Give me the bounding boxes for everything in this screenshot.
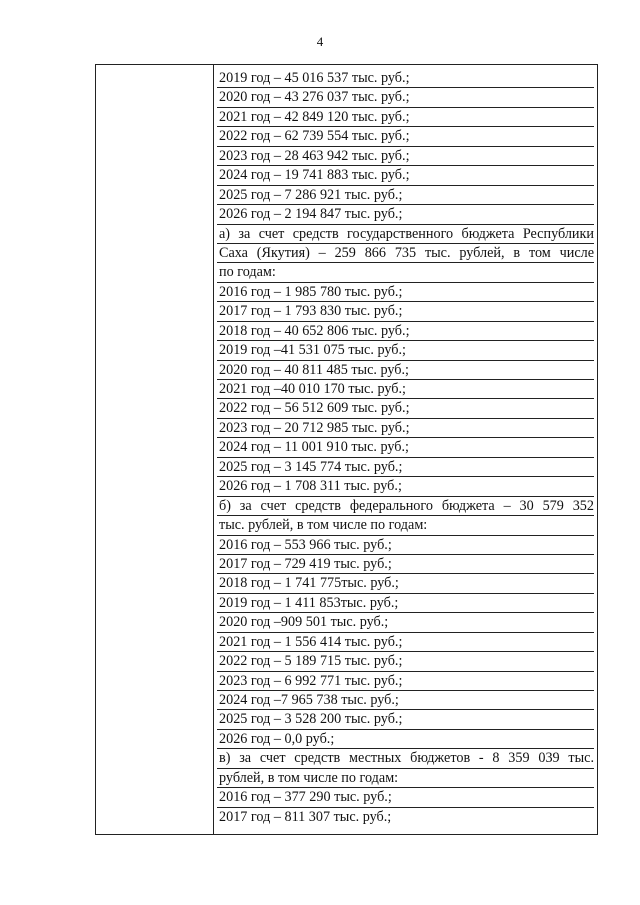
funding-line: 2023 год – 28 463 942 тыс. руб.; xyxy=(217,147,594,166)
funding-line: в) за счет средств местных бюджетов - 8 359 039 тыс. xyxy=(217,749,594,768)
funding-line: 2019 год –41 531 075 тыс. руб.; xyxy=(217,341,594,360)
funding-line: тыс. рублей, в том числе по годам: xyxy=(217,516,594,535)
funding-lines xyxy=(217,69,594,827)
funding-line: 2025 год – 7 286 921 тыс. руб.; xyxy=(217,186,594,205)
funding-line: 2020 год – 40 811 485 тыс. руб.; xyxy=(217,361,594,380)
funding-line: 2016 год – 1 985 780 тыс. руб.; xyxy=(217,283,594,302)
funding-line: 2023 год – 20 712 985 тыс. руб.; xyxy=(217,419,594,438)
funding-line: рублей, в том числе по годам: xyxy=(217,769,594,788)
funding-line: 2019 год – 1 411 853тыс. руб.; xyxy=(217,594,594,613)
funding-line: 2026 год – 0,0 руб.; xyxy=(217,730,594,749)
funding-line: 2025 год – 3 145 774 тыс. руб.; xyxy=(217,458,594,477)
funding-line: 2017 год – 811 307 тыс. руб.; xyxy=(219,808,392,825)
funding-line: 2020 год –909 501 тыс. руб.; xyxy=(217,613,594,632)
funding-line: Саха (Якутия) – 259 866 735 тыс. рублей, в том числе xyxy=(217,244,594,263)
page-number: 4 xyxy=(316,34,324,49)
funding-line: 2021 год – 42 849 120 тыс. руб.; xyxy=(217,108,594,127)
funding-line: 2022 год – 62 739 554 тыс. руб.; xyxy=(217,127,594,146)
funding-line: по годам: xyxy=(217,263,594,282)
funding-line: 2019 год – 45 016 537 тыс. руб.; xyxy=(217,69,594,88)
funding-line: 2024 год – 11 001 910 тыс. руб.; xyxy=(217,438,594,457)
funding-line: 2024 год –7 965 738 тыс. руб.; xyxy=(217,691,594,710)
funding-line: 2026 год – 1 708 311 тыс. руб.; xyxy=(217,477,594,496)
funding-line: 2016 год – 553 966 тыс. руб.; xyxy=(217,536,594,555)
funding-line: б) за счет средств федерального бюджета – 30 579 352 xyxy=(217,497,594,516)
funding-line: 2018 год – 1 741 775тыс. руб.; xyxy=(217,574,594,593)
funding-line: 2025 год – 3 528 200 тыс. руб.; xyxy=(217,710,594,729)
funding-line: 2017 год – 729 419 тыс. руб.; xyxy=(217,555,594,574)
funding-line: 2023 год – 6 992 771 тыс. руб.; xyxy=(217,672,594,691)
funding-line: 2020 год – 43 276 037 тыс. руб.; xyxy=(217,88,594,107)
funding-line: 2021 год – 1 556 414 тыс. руб.; xyxy=(217,633,594,652)
funding-line: 2017 год – 1 793 830 тыс. руб.; xyxy=(217,302,594,321)
funding-line: 2022 год – 56 512 609 тыс. руб.; xyxy=(217,399,594,418)
funding-line: 2026 год – 2 194 847 тыс. руб.; xyxy=(217,205,594,224)
document-table xyxy=(95,64,598,835)
funding-line: а) за счет средств государственного бюджета Республики xyxy=(217,225,594,244)
column-divider xyxy=(213,65,214,834)
funding-line: 2018 год – 40 652 806 тыс. руб.; xyxy=(217,322,594,341)
funding-line: 2022 год – 5 189 715 тыс. руб.; xyxy=(217,652,594,671)
funding-line: 2024 год – 19 741 883 тыс. руб.; xyxy=(217,166,594,185)
funding-line: 2016 год – 377 290 тыс. руб.; xyxy=(217,788,594,807)
funding-line: 2021 год –40 010 170 тыс. руб.; xyxy=(217,380,594,399)
